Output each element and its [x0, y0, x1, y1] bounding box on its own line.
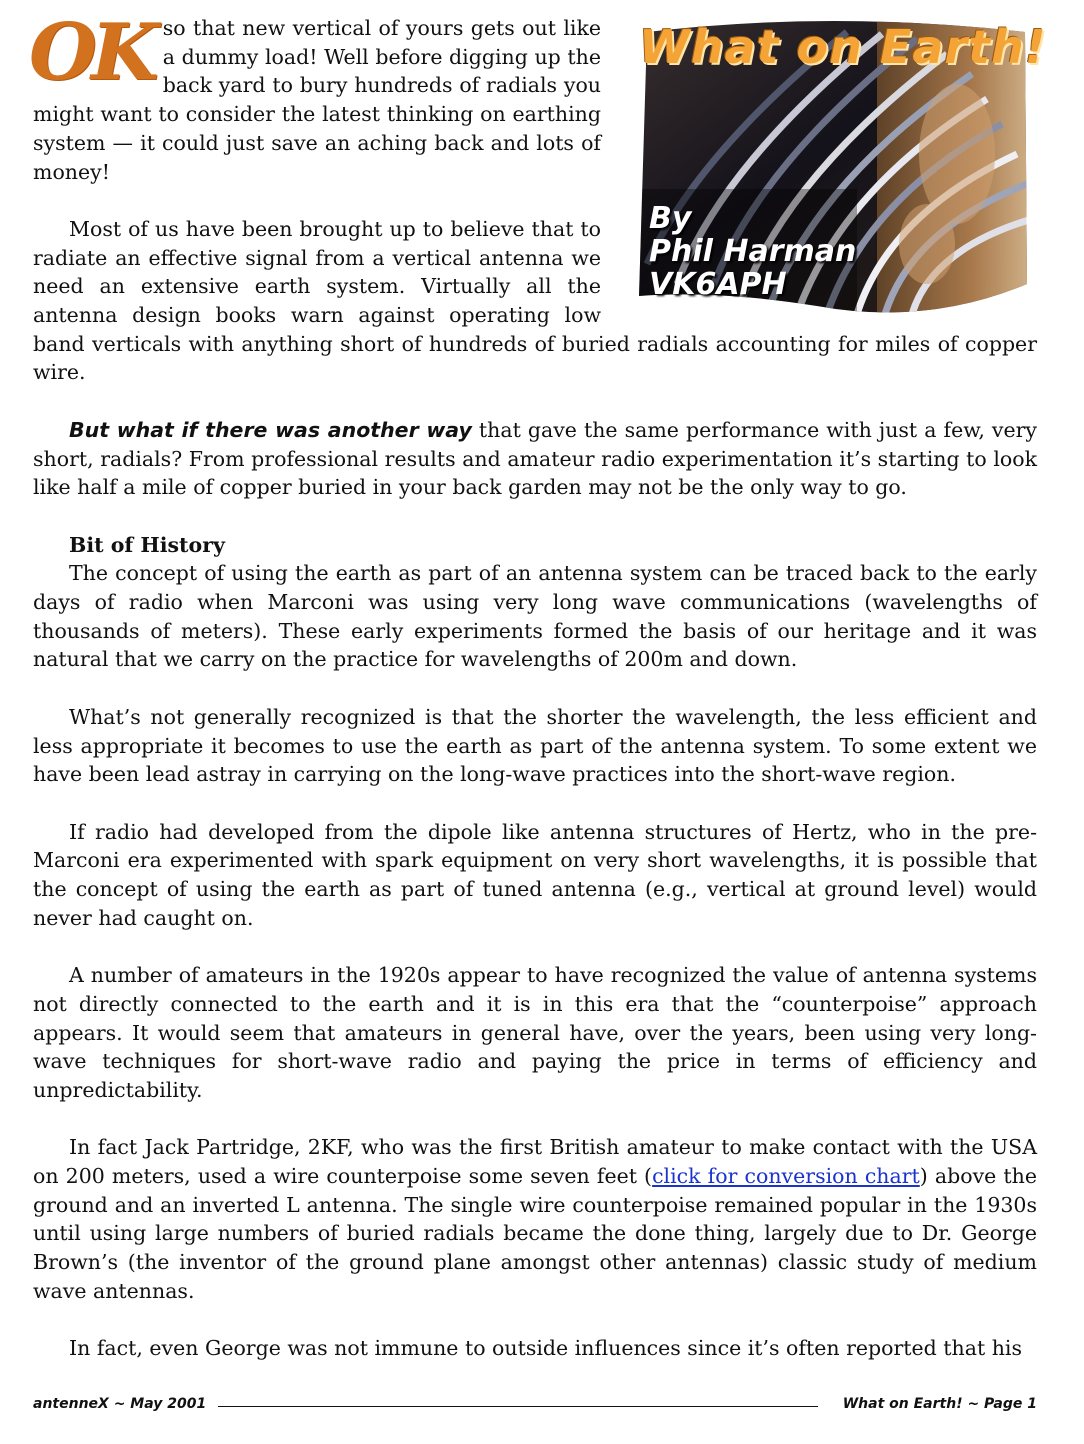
paragraph-9: In fact, even George was not immune to outside influences since it’s often reported that his — [69, 1336, 1022, 1361]
paragraph-3-text: that gave the same performance with just a few, very short, radials? From professional results and amateur radio experimentation it’s starting to look like half a mile of copper buried in your back garden may not be the only way to go. — [33, 417, 1037, 500]
emphasis-question: But what if there was another way — [69, 417, 472, 442]
paragraph-8-text-a: In fact Jack Partridge, 2KF, who was the first British amateur to make contact with the USA on 200 meters, used a wire counterpoise some seven feet ( — [33, 1135, 1037, 1189]
footer-page: What on Earth! ~ Page 1 — [842, 1396, 1037, 1412]
paragraph-4: The concept of using the earth as part of an antenna system can be traced back to the early days of radio when Marconi was using very long wave communications (wavelengths of thousands of meters). These early experiments formed the basis of our heritage and it was natural that we carry on the practice for wavelengths of 200m and down. — [33, 561, 1037, 672]
paragraph-7: A number of amateurs in the 1920s appear to have recognized the value of antenna systems not directly connected to the earth and it is in this era that the “counterpoise” approach appears. It would seem that amateurs in general have, over the years, been using very long-wave techniques for short-wave radio and paying the price in terms of efficiency and unpredictability. — [33, 963, 1037, 1102]
footer-divider — [218, 1406, 818, 1407]
byline-by: By — [649, 201, 692, 236]
paragraph-2: Most of us have been brought up to believe that to radiate an effective signal from a vertical antenna we need an extensive earth system. Virtually all the antenna design books warn against operating low band verticals with anything short of hundreds of buried radials accounting for miles of copper wire. — [33, 216, 1037, 385]
page-footer — [33, 1396, 1037, 1416]
article-page — [29, 7, 1047, 1363]
section-heading: Bit of History — [69, 532, 225, 557]
paragraph-6: If radio had developed from the dipole like antenna structures of Hertz, who in the pre-Marconi era experimented with spark equipment on very short wavelengths, it is possible that the concept of using the earth as part of tuned antenna (e.g., vertical at ground level) would never had caught on. — [33, 819, 1037, 930]
paragraph-5: What’s not generally recognized is that the shorter the wavelength, the less efficient and less appropriate it becomes to use the earth as part of the antenna system. To some extent we have been lead astray in carrying on the long-wave practices into the short-wave region. — [33, 704, 1037, 787]
intro-text: so that new vertical of yours gets out like a dummy load! Well before digging up the back yard to bury hundreds of radials you might want to consider the latest thinking on earthing system — it could just save an aching back and lots of money! — [33, 16, 601, 184]
drop-cap: OK — [29, 7, 153, 98]
paragraph-8 — [33, 1133, 1037, 1305]
byline — [649, 202, 856, 301]
title-graphic — [627, 14, 1047, 319]
paragraph-3 — [33, 416, 1037, 502]
paragraph-8-text-b: ) above the ground and an inverted L antenna. The single wire counterpoise remained popular in the 1930s until using large numbers of buried radials became the done thing, largely due to Dr. George Brown’s (the inventor of the ground plane amongst other antennas) classic study of medium wave antennas. — [33, 1164, 1037, 1303]
byline-callsign: VK6APH — [649, 267, 787, 302]
hero-title: What on Earth! — [639, 20, 1047, 74]
footer-publication: antenneX ~ May 2001 — [33, 1396, 207, 1412]
conversion-chart-link[interactable]: click for conversion chart — [652, 1164, 920, 1189]
byline-author: Phil Harman — [649, 234, 857, 269]
